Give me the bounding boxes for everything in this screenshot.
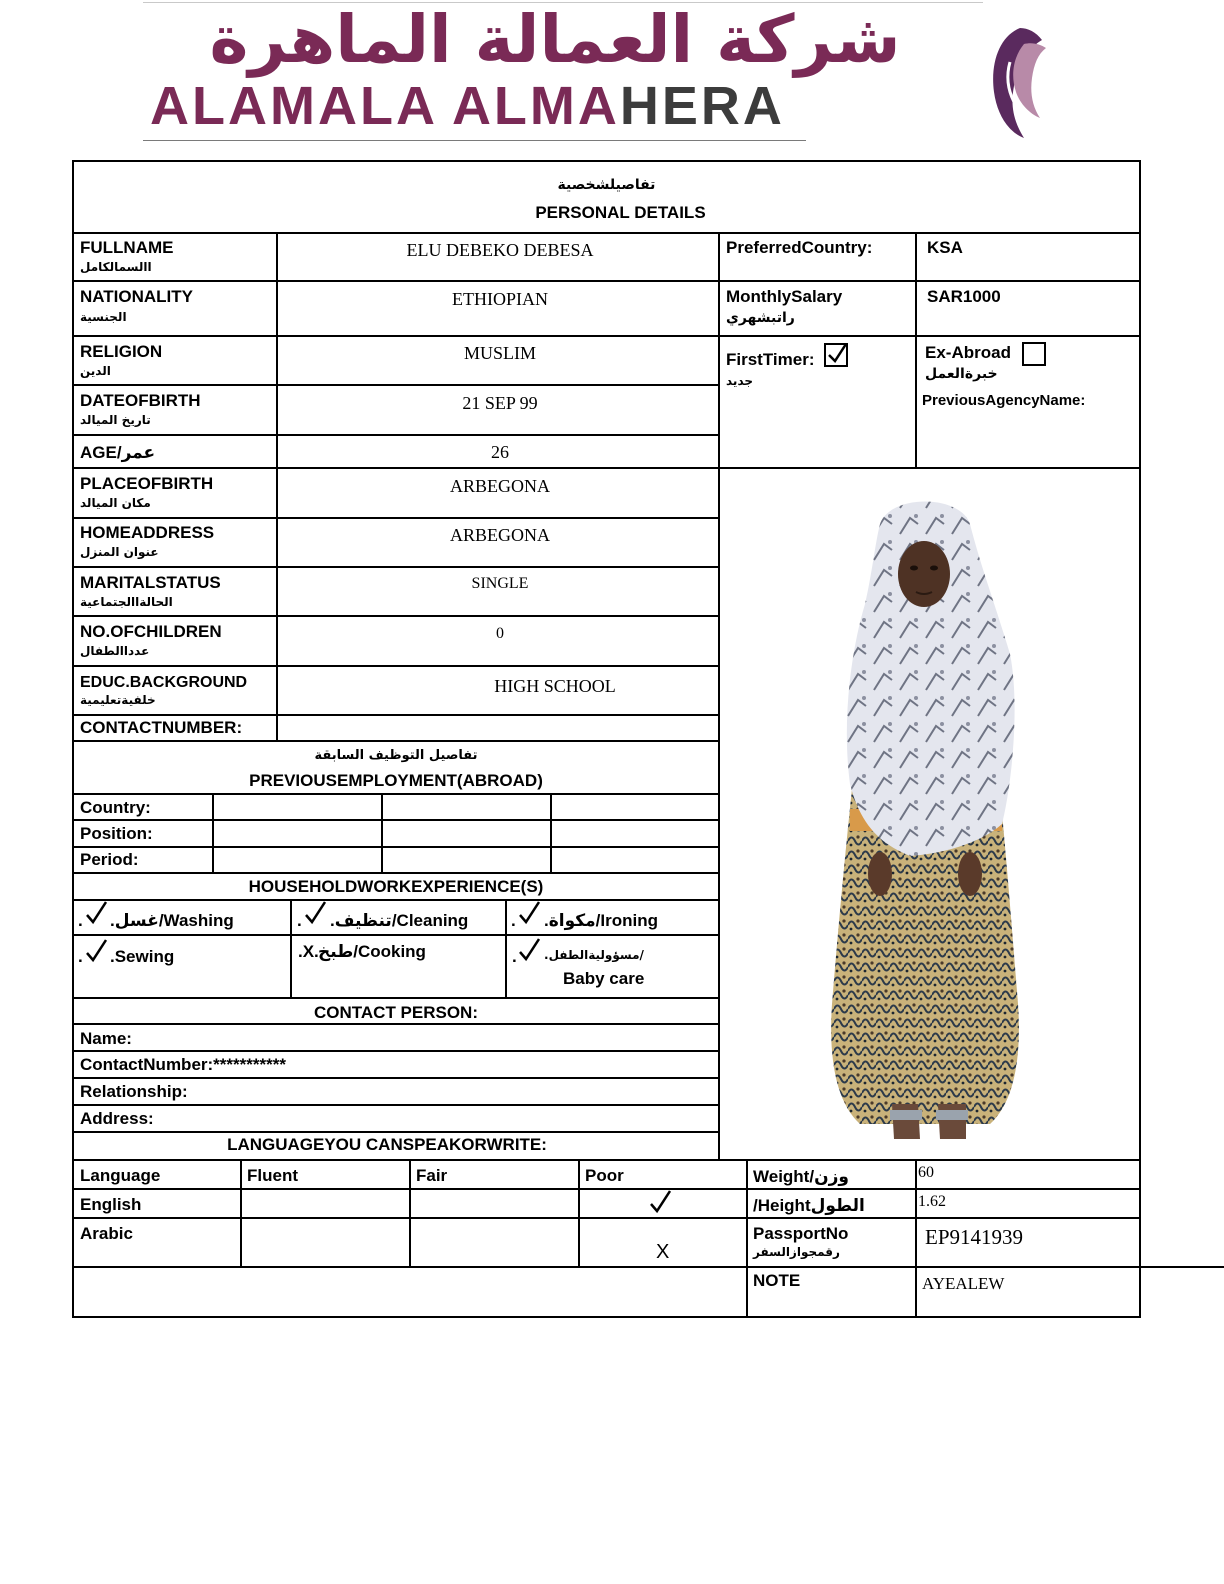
home-address-label: HOMEADDRESS bbox=[80, 523, 215, 542]
monthly-salary-label-arabic: راتبشهري bbox=[726, 310, 795, 326]
company-name-part-1: ALAMALA bbox=[150, 76, 436, 136]
rule bbox=[212, 793, 214, 873]
washing-label: .غسل/Washing bbox=[110, 911, 234, 930]
form-border-bottom bbox=[72, 1316, 1141, 1318]
rule bbox=[72, 615, 720, 617]
monthly-salary-label: MonthlySalary bbox=[726, 287, 843, 306]
rule bbox=[72, 714, 720, 716]
dob-value: 21 SEP 99 bbox=[462, 393, 538, 413]
household-title: HOUSEHOLDWORKEXPERIENCE(S) bbox=[248, 877, 544, 896]
cooking-label: طبخ/Cooking bbox=[318, 942, 426, 961]
prev-position-label: Position: bbox=[80, 824, 153, 843]
washing-dot: . bbox=[78, 911, 83, 930]
rule bbox=[72, 1131, 720, 1133]
rule bbox=[290, 899, 292, 998]
height-label: /Heightالطول bbox=[753, 1196, 865, 1215]
rule bbox=[72, 665, 720, 667]
contact-relationship-label: Relationship: bbox=[80, 1082, 188, 1101]
contact-number-label: CONTACTNUMBER: bbox=[80, 718, 243, 737]
rule bbox=[72, 793, 720, 795]
rule bbox=[915, 1159, 917, 1317]
children-label: NO.OFCHILDREN bbox=[80, 622, 222, 641]
lang-header-fluent: Fluent bbox=[247, 1166, 298, 1185]
babycare-label-arabic: .مسؤوليةالطفل/ bbox=[544, 948, 644, 962]
babycare-dot: . bbox=[512, 947, 517, 966]
home-address-value: ARBEGONA bbox=[449, 525, 550, 545]
fullname-label-arabic: االسمالكامل bbox=[80, 260, 152, 274]
education-value: HIGH SCHOOL bbox=[494, 676, 616, 696]
company-name-arabic: شركة العمالة الماهرة bbox=[209, 1, 901, 78]
form-border-top bbox=[72, 160, 1141, 162]
cleaning-checkmark-icon bbox=[304, 901, 326, 925]
rule bbox=[72, 819, 720, 821]
company-name-part-3: HERA bbox=[619, 76, 785, 136]
rule bbox=[550, 793, 552, 873]
rule bbox=[72, 517, 720, 519]
pob-value: ARBEGONA bbox=[449, 476, 550, 496]
company-name-english bbox=[150, 78, 970, 134]
prev-country-label: Country: bbox=[80, 798, 151, 817]
rule bbox=[915, 232, 917, 468]
contact-person-number: ContactNumber:*********** bbox=[80, 1055, 286, 1074]
rule bbox=[240, 1159, 242, 1268]
note-label: NOTE bbox=[753, 1271, 801, 1290]
rule bbox=[505, 899, 507, 998]
contact-name-label: Name: bbox=[80, 1029, 132, 1048]
logo-bottom-rule bbox=[143, 140, 806, 141]
first-timer-checkbox[interactable] bbox=[824, 343, 848, 367]
dob-label: DATEOFBIRTH bbox=[80, 391, 201, 410]
contact-person-title: CONTACT PERSON: bbox=[313, 1003, 478, 1022]
marital-status-label: MARITALSTATUS bbox=[80, 573, 221, 592]
babycare-label: Baby care bbox=[563, 969, 645, 988]
rule bbox=[72, 899, 720, 901]
lang-arabic: Arabic bbox=[80, 1224, 133, 1243]
rule bbox=[72, 1266, 1224, 1268]
arabic-poor-mark: X bbox=[656, 1241, 670, 1263]
rule bbox=[72, 566, 720, 568]
marital-status-value: SINGLE bbox=[471, 575, 529, 592]
age-label: AGE/عمر bbox=[80, 443, 156, 462]
preferred-country-value: KSA bbox=[927, 238, 963, 257]
prev-period-label: Period: bbox=[80, 850, 139, 869]
languages-title: LANGUAGEYOU CANSPEAKORWRITE: bbox=[227, 1135, 547, 1154]
lang-header-fair: Fair bbox=[416, 1166, 448, 1185]
home-address-label-arabic: عنوان المنزل bbox=[80, 545, 159, 559]
pob-label: PLACEOFBIRTH bbox=[80, 474, 214, 493]
fullname-value: ELU DEBEKO DEBESA bbox=[406, 240, 594, 260]
personal-details-title-arabic: تفاصيلشخصية bbox=[557, 177, 656, 193]
english-poor-checkmark-icon bbox=[649, 1190, 671, 1214]
contact-address-label: Address: bbox=[80, 1109, 154, 1128]
previous-employment-title-arabic: تفاصيل التوظيف السابقة bbox=[314, 748, 478, 763]
rule bbox=[72, 872, 720, 874]
religion-value: MUSLIM bbox=[463, 343, 536, 363]
rule bbox=[72, 997, 720, 999]
rule bbox=[72, 1077, 720, 1079]
sewing-label: .Sewing bbox=[110, 947, 175, 966]
fullname-label: FULLNAME bbox=[80, 238, 174, 257]
rule bbox=[72, 232, 1141, 234]
preferred-country-label: PreferredCountry: bbox=[726, 238, 873, 257]
ex-abroad-label: Ex-Abroad bbox=[925, 343, 1011, 362]
rule bbox=[578, 1159, 580, 1268]
ironing-label: .مكواة/Ironing bbox=[544, 911, 658, 930]
babycare-checkmark-icon bbox=[518, 938, 540, 962]
nationality-value: ETHIOPIAN bbox=[452, 289, 548, 309]
dob-label-arabic: تاريخ الميالد bbox=[80, 413, 151, 427]
height-value: 1.62 bbox=[918, 1193, 946, 1210]
cleaning-label: .تنظيف/Cleaning bbox=[330, 911, 469, 930]
ex-abroad-checkbox[interactable] bbox=[1022, 342, 1046, 366]
religion-label-arabic: الدين bbox=[80, 364, 111, 378]
rule bbox=[381, 793, 383, 873]
passport-label: PassportNo bbox=[753, 1224, 849, 1243]
rule bbox=[72, 1217, 1141, 1219]
personal-details-title: PERSONAL DETAILS bbox=[535, 203, 706, 222]
rule bbox=[72, 1023, 720, 1025]
form-border-right bbox=[1139, 160, 1141, 1318]
rule bbox=[746, 1159, 748, 1317]
ironing-dot: . bbox=[511, 911, 516, 930]
ironing-checkmark-icon bbox=[518, 901, 540, 925]
rule bbox=[72, 335, 1141, 337]
sewing-checkmark-icon bbox=[85, 939, 107, 963]
rule bbox=[72, 1104, 720, 1106]
pob-label-arabic: مكان الميالد bbox=[80, 496, 151, 510]
woman-profile-emblem-icon bbox=[980, 22, 1052, 142]
education-label-arabic: خلفيةتعليمية bbox=[80, 693, 156, 707]
cleaning-dot: . bbox=[297, 911, 302, 930]
nationality-label: NATIONALITY bbox=[80, 287, 194, 306]
first-timer-label: FirstTimer: bbox=[726, 350, 815, 369]
company-name-part-2: ALMA bbox=[451, 76, 620, 136]
first-timer-label-arabic: جديد bbox=[726, 374, 754, 388]
rule bbox=[72, 934, 720, 936]
sewing-dot: . bbox=[78, 947, 83, 966]
rule bbox=[72, 467, 1141, 469]
lang-english: English bbox=[80, 1195, 142, 1214]
religion-label: RELIGION bbox=[80, 342, 163, 361]
rule bbox=[72, 1159, 1141, 1161]
passport-value: EP9141939 bbox=[925, 1225, 1024, 1249]
children-value: 0 bbox=[496, 625, 504, 642]
education-label: EDUC.BACKGROUND bbox=[80, 674, 248, 691]
previous-employment-title: PREVIOUSEMPLOYMENT(ABROAD) bbox=[249, 771, 543, 790]
rule bbox=[72, 1050, 720, 1052]
rule bbox=[72, 280, 1141, 282]
rule bbox=[409, 1159, 411, 1268]
children-label-arabic: عدداالطفال bbox=[80, 644, 150, 658]
previous-agency-label: PreviousAgencyName: bbox=[922, 392, 1086, 409]
cooking-mark: .X. bbox=[298, 942, 319, 961]
weight-label: Weight/وزن bbox=[753, 1167, 849, 1186]
age-value: 26 bbox=[491, 442, 509, 462]
weight-value: 60 bbox=[918, 1164, 934, 1181]
applicant-photo bbox=[820, 484, 1030, 1149]
lang-header-poor: Poor bbox=[585, 1166, 624, 1185]
nationality-label-arabic: الجنسية bbox=[80, 310, 127, 324]
note-value: AYEALEW bbox=[922, 1274, 1005, 1293]
washing-checkmark-icon bbox=[85, 901, 107, 925]
passport-label-arabic: رقمجوازالسفر bbox=[753, 1245, 840, 1259]
checkmark-icon bbox=[826, 343, 848, 365]
rule bbox=[72, 434, 720, 436]
ex-abroad-label-arabic: خبرةالعمل bbox=[925, 366, 998, 382]
rule bbox=[72, 1188, 1141, 1190]
rule bbox=[72, 740, 720, 742]
rule bbox=[72, 384, 720, 386]
marital-status-label-arabic: الحالةاالجتماعية bbox=[80, 595, 173, 609]
rule bbox=[72, 846, 720, 848]
lang-header-language: Language bbox=[80, 1166, 161, 1185]
monthly-salary-value: SAR1000 bbox=[927, 287, 1001, 306]
